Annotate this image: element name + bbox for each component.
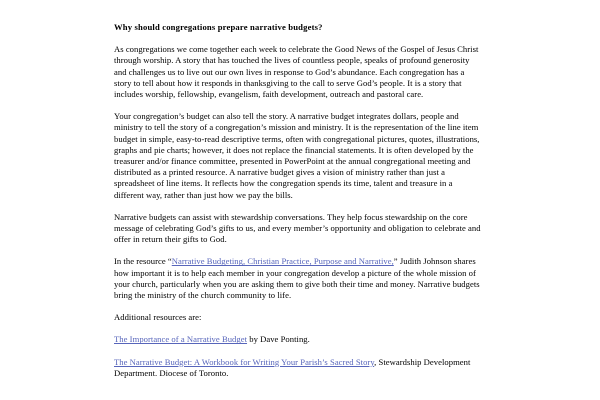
link-narrative-budget-workbook[interactable]: The Narrative Budget: A Workbook for Writing Your Parish’s Sacred Story bbox=[114, 356, 375, 367]
resource-item-workbook-publisher: , Stewardship Development Department. Diocese of Toronto. bbox=[114, 356, 471, 378]
paragraph-budget-tells-story: Your congregation’s budget can also tell the story. A narrative budget integrates dollars, people and ministry to tell the story of a congregation’s mission and ministry. It is the representation of the line item budget in simple, easy-to-read descriptive terms, often with congregational pictures, quotes, illustrations, graphs and pie charts; however, it does not replace the financial statements. It is often developed by the treasurer and/or finance committee, presented in PowerPoint at the annual congregational meeting and distributed as a printed resource. A narrative budget gives a vision of ministry rather than just a spreadsheet of line items. It reflects how the congregation spends its time, talent and treasure in a different way, rather than just how we pay the bills. bbox=[114, 111, 480, 200]
page-title bbox=[114, 22, 482, 33]
link-narrative-budgeting-christian-practice[interactable]: Narrative Budgeting, Christian Practice, Purpose and Narrative, bbox=[171, 256, 394, 267]
additional-resources-intro: Additional resources are: bbox=[114, 312, 202, 323]
paragraph-stewardship-conversations: Narrative budgets can assist with stewardship conversations. They help focus stewardship on the core message of celebrating God’s gifts to us, and every member’s opportunity and obligation to celebrate and offer in return their gifts to God. bbox=[114, 211, 481, 245]
paragraph-resource-prefix: In the resource “ bbox=[114, 256, 172, 267]
resource-item-importance-author: by Dave Ponting. bbox=[247, 334, 310, 345]
page-title-text: Why should congregations prepare narrative budgets? bbox=[114, 22, 323, 32]
resource-item-importance bbox=[114, 334, 482, 345]
paragraph-resource-suffix: ” Judith Johnson shares how important it is to help each member in your congregation develop a picture of the whole mission of your church, particularly when you are asking them to give both their time and money. Narrative budgets bring the ministry of the church community to life. bbox=[114, 256, 480, 301]
paragraph-resource-judith-johnson bbox=[114, 256, 482, 301]
resource-item-workbook bbox=[114, 357, 482, 379]
link-importance-of-narrative-budget[interactable]: The Importance of a Narrative Budget bbox=[114, 334, 248, 345]
paragraph-congregations-gather: As congregations we come together each week to celebrate the Good News of the Gospel of Jesus Christ through worship. A story that has touched the lives of countless people, speaks of profound generosity and challenges us to live out our own lives in response to God’s abundance. Each congregation has a story to tell about how it responds in thanksgiving to the call to serve God’s people. It is a story that includes worship, fellowship, evangelism, faith development, outreach and pastoral care. bbox=[114, 44, 479, 100]
